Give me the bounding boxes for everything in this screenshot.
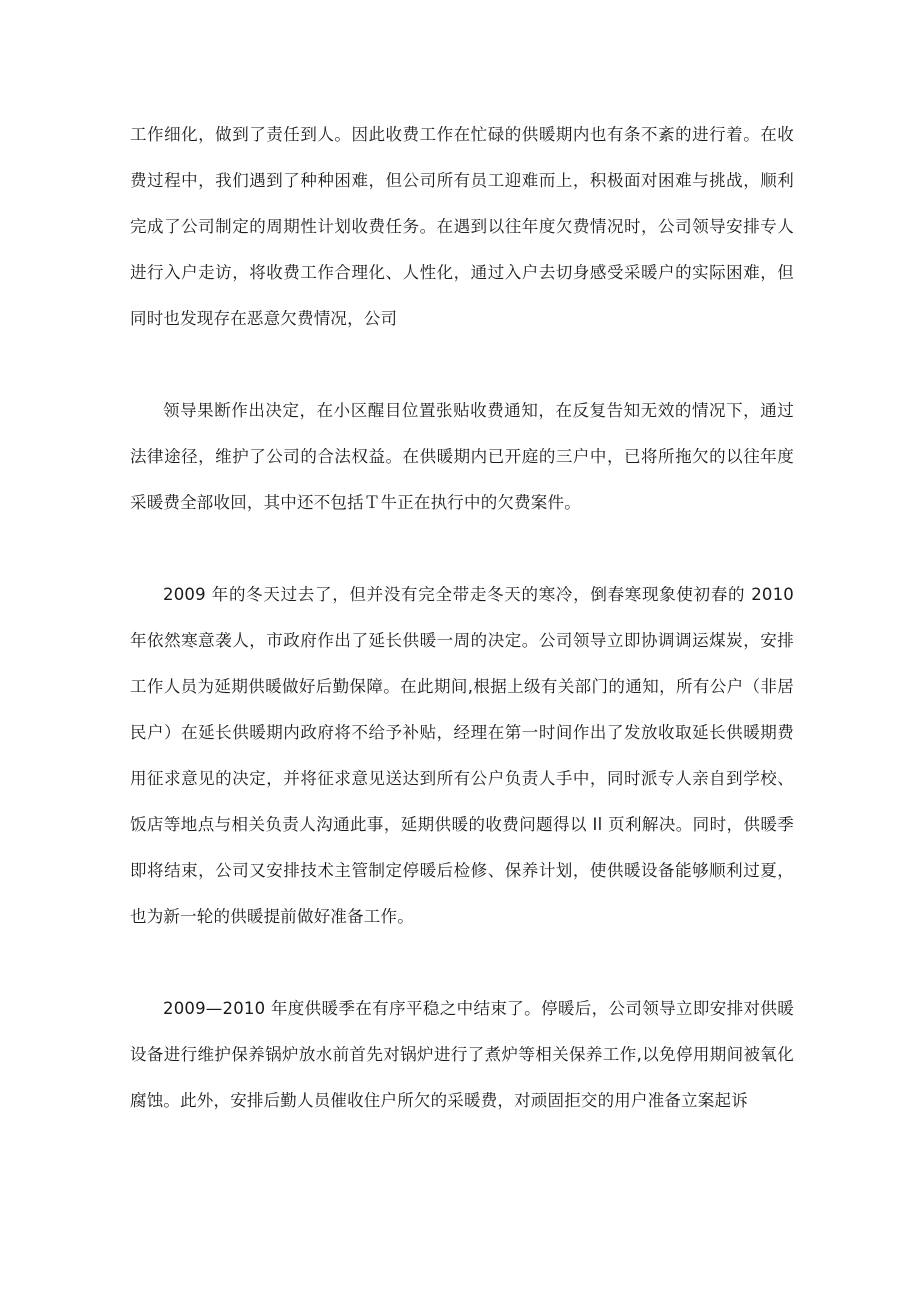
paragraph-2: 领导果断作出决定，在小区醒目位置张贴收费通知，在反复告知无效的情况下，通过法律途径，维护了公司的合法权益。在供暖期内已开庭的三户中，已将所拖欠的以往年度采暖费全部收回，其中还不包括Ｔ牛正在执行中的欠费案件。 bbox=[130, 401, 794, 512]
paragraph-3: 2009 年的冬天过去了，但并没有完全带走冬天的寒冷，倒春寒现象使初春的 2010 年依然寒意袭人，市政府作出了延长供暖一周的决定。公司领导立即协调调运煤炭，安排工作人员为延期供暖做好后勤保障。在此期间,根据上级有关部门的通知，所有公户（非居民户）在延长供暖期内政府将不给予补贴，经理在第一时间作出了发放收取延长供暖期费用征求意见的决定，并将征求意见送达到所有公户负责人手中，同时派专人亲自到学校、饭店等地点与相关负责人沟通此事，延期供暖的收费问题得以 Il 页利解决。同时，供暖季即将结束，公司又安排技术主管制定停暖后检修、保养计划，使供暖设备能够顺利过夏，也为新一轮的供暖提前做好准备工作。 bbox=[130, 585, 794, 926]
paragraph-4: 2009—2010 年度供暖季在有序平稳之中结束了。停暖后，公司领导立即安排对供暖设备进行维护保养锅炉放水前首先对锅炉进行了煮炉等相关保养工作,以免停用期间被氧化腐蚀。此外，安排后勤人员催收住户所欠的采暖费，对顽固拒交的用户准备立案起诉 bbox=[130, 999, 794, 1110]
paragraph-gap bbox=[130, 526, 794, 572]
document-body bbox=[130, 112, 794, 1124]
paragraph-gap bbox=[130, 342, 794, 388]
paragraph-1: 工作细化，做到了责任到人。因此收费工作在忙碌的供暖期内也有条不紊的进行着。在收费过程中，我们遇到了种种困难，但公司所有员工迎难而上，积极面对困难与挑战，顺利完成了公司制定的周期性计划收费任务。在遇到以往年度欠费情况时，公司领导安排专人进行入户走访，将收费工作合理化、人性化，通过入户去切身感受采暖户的实际困难，但同时也发现存在恶意欠费情况，公司 bbox=[130, 125, 794, 328]
paragraph-gap bbox=[130, 940, 794, 986]
